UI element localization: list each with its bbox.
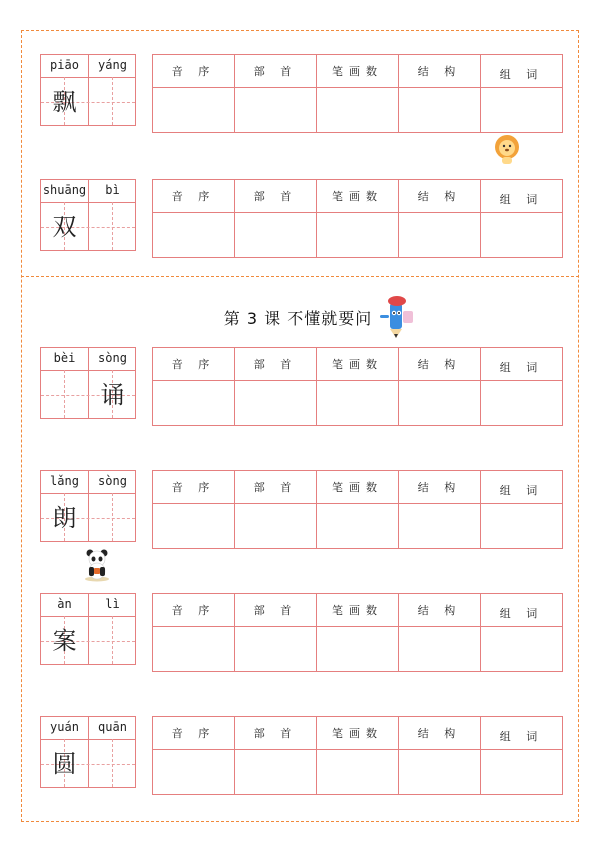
answer-cell[interactable] [153, 750, 235, 795]
answer-cell[interactable] [317, 750, 399, 795]
answer-cell[interactable] [399, 88, 481, 133]
character-info-table [152, 716, 563, 795]
answer-cell[interactable] [481, 627, 563, 672]
answer-cell[interactable] [153, 627, 235, 672]
header-jiegou: 结 构 [399, 180, 481, 213]
header-bihuashu: 笔画数 [317, 348, 399, 381]
header-zuci: 组 词 [481, 180, 563, 213]
panda-icon [82, 548, 112, 582]
answer-cell[interactable] [317, 88, 399, 133]
header-bushou: 部 首 [235, 471, 317, 504]
hanzi-right[interactable]: 诵 [100, 381, 125, 409]
answer-cell[interactable] [317, 213, 399, 258]
pinyin-left: yuán [50, 720, 79, 734]
answer-cell[interactable] [399, 381, 481, 426]
character-writing-box [40, 179, 136, 251]
header-bihuashu: 笔画数 [317, 180, 399, 213]
header-bushou: 部 首 [235, 717, 317, 750]
answer-cell[interactable] [481, 750, 563, 795]
answer-cell[interactable] [481, 381, 563, 426]
hanzi-left[interactable]: 双 [52, 213, 77, 241]
hanzi-left[interactable]: 案 [52, 627, 77, 655]
lion-icon [492, 133, 522, 165]
answer-cell[interactable] [235, 504, 317, 549]
answer-cell[interactable] [153, 381, 235, 426]
header-jiegou: 结 构 [399, 594, 481, 627]
header-yinxu: 音 序 [153, 180, 235, 213]
header-zuci: 组 词 [481, 55, 563, 88]
pinyin-right: sòng [98, 351, 127, 365]
header-yinxu: 音 序 [153, 471, 235, 504]
pinyin-right: bì [105, 183, 120, 197]
pinyin-right: lì [105, 597, 120, 611]
answer-cell[interactable] [481, 88, 563, 133]
answer-cell[interactable] [399, 504, 481, 549]
header-bushou: 部 首 [235, 348, 317, 381]
answer-cell[interactable] [153, 88, 235, 133]
header-yinxu: 音 序 [153, 717, 235, 750]
answer-cell[interactable] [317, 381, 399, 426]
header-bushou: 部 首 [235, 594, 317, 627]
header-yinxu: 音 序 [153, 55, 235, 88]
character-writing-box [40, 593, 136, 665]
character-info-table [152, 470, 563, 549]
character-writing-box [40, 54, 136, 126]
header-bihuashu: 笔画数 [317, 594, 399, 627]
guide-line [112, 739, 113, 787]
header-bihuashu: 笔画数 [317, 471, 399, 504]
header-jiegou: 结 构 [399, 717, 481, 750]
pinyin-left: bèi [53, 351, 76, 365]
character-writing-box [40, 716, 136, 788]
header-zuci: 组 词 [481, 348, 563, 381]
header-yinxu: 音 序 [153, 348, 235, 381]
character-info-table [152, 347, 563, 426]
answer-cell[interactable] [317, 504, 399, 549]
answer-cell[interactable] [399, 750, 481, 795]
header-zuci: 组 词 [481, 471, 563, 504]
answer-cell[interactable] [235, 750, 317, 795]
header-bushou: 部 首 [235, 55, 317, 88]
header-zuci: 组 词 [481, 717, 563, 750]
lesson-title: 第 3 课 不懂就要问 [223, 309, 373, 328]
pencil-mascot-icon [376, 293, 416, 339]
guide-line [64, 370, 65, 418]
header-yinxu: 音 序 [153, 594, 235, 627]
answer-cell[interactable] [235, 88, 317, 133]
pinyin-right: sòng [98, 474, 127, 488]
header-jiegou: 结 构 [399, 348, 481, 381]
pinyin-right: quān [98, 720, 127, 734]
header-jiegou: 结 构 [399, 471, 481, 504]
answer-cell[interactable] [153, 213, 235, 258]
guide-line [112, 616, 113, 664]
answer-cell[interactable] [153, 504, 235, 549]
answer-cell[interactable] [235, 627, 317, 672]
header-bushou: 部 首 [235, 180, 317, 213]
character-info-table [152, 54, 563, 133]
section-divider [21, 276, 579, 277]
character-writing-box [40, 470, 136, 542]
character-info-table [152, 593, 563, 672]
guide-line [112, 202, 113, 250]
hanzi-left[interactable]: 圆 [52, 750, 77, 778]
answer-cell[interactable] [399, 627, 481, 672]
header-bihuashu: 笔画数 [317, 55, 399, 88]
header-zuci: 组 词 [481, 594, 563, 627]
pinyin-left: lǎng [50, 474, 79, 488]
answer-cell[interactable] [481, 213, 563, 258]
answer-cell[interactable] [399, 213, 481, 258]
answer-cell[interactable] [235, 381, 317, 426]
guide-line [112, 493, 113, 541]
character-writing-box [40, 347, 136, 419]
pinyin-right: yáng [98, 58, 127, 72]
header-bihuashu: 笔画数 [317, 717, 399, 750]
hanzi-left[interactable]: 飘 [52, 88, 77, 116]
pinyin-left: piāo [50, 58, 79, 72]
pinyin-left: shuāng [42, 183, 87, 197]
hanzi-left[interactable]: 朗 [52, 504, 77, 532]
answer-cell[interactable] [317, 627, 399, 672]
guide-line [112, 77, 113, 125]
character-info-table [152, 179, 563, 258]
answer-cell[interactable] [235, 213, 317, 258]
answer-cell[interactable] [481, 504, 563, 549]
header-jiegou: 结 构 [399, 55, 481, 88]
pinyin-left: àn [57, 597, 72, 611]
